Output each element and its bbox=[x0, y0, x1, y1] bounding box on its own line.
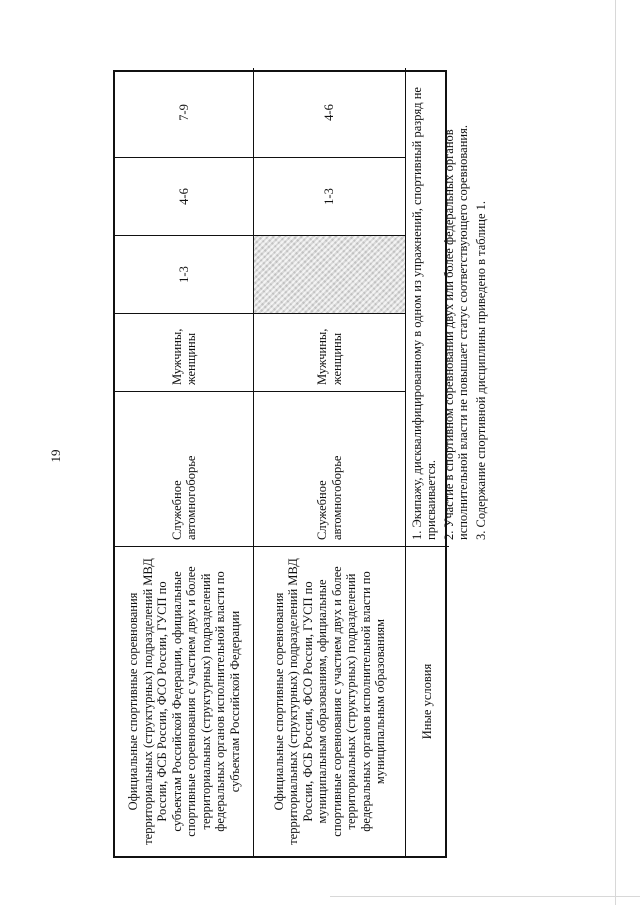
competition-cell-row1: Официальные спортивные соревнования территориальных (структурных) подразделений МВД России, ФСБ России, ФСО России, ГУСП по субъектам Российской Федерации, официальные спортивные соревнования с участием двух и более территориальных (структурных) подразделений федеральных органов исполнительной власти по субъектам Российской Федерации bbox=[115, 546, 254, 856]
place-3-cell-row2: 4-6 bbox=[254, 68, 406, 157]
gender-cell-row2: Мужчины, женщины bbox=[254, 313, 406, 391]
place-1-cell-row2-shaded bbox=[254, 235, 406, 313]
discipline-cell-row2: Служебное автомногоборье bbox=[254, 391, 406, 546]
gender-cell-row1: Мужчины, женщины bbox=[115, 313, 254, 391]
discipline-cell-row1: Служебное автомногоборье bbox=[115, 391, 254, 546]
note-1: 1. Экипажу, дисквалифицированному в одном из упражнений, спортивный разряд не присваивается. bbox=[410, 87, 438, 540]
scan-edge-line bbox=[615, 0, 616, 905]
other-conditions-label: Иные условия bbox=[406, 546, 449, 856]
page-number: 19 bbox=[48, 449, 63, 463]
place-1-cell-row1: 1-3 bbox=[115, 235, 254, 313]
place-3-cell-row1: 7-9 bbox=[115, 68, 254, 157]
note-2: 2. Участие в спортивном соревновании двух или более федеральных органов исполнительной власти не повышает статус соответствующего соревнования. bbox=[442, 125, 470, 540]
classification-table bbox=[113, 70, 488, 858]
scan-edge-line-bottom bbox=[330, 896, 640, 897]
rotated-table-wrapper bbox=[113, 70, 488, 858]
place-2-cell-row2: 1-3 bbox=[254, 157, 406, 235]
competition-cell-row2: Официальные спортивные соревнования территориальных (структурных) подразделений МВД России, ФСБ России, ФСО России, ГУСП по муниципальным образованиям, официальные спортивные соревнования с участием двух и более территориальных (структурных) подразделений федеральных органов исполнительной власти по муниципальным образованиям bbox=[254, 546, 406, 856]
place-2-cell-row1: 4-6 bbox=[115, 157, 254, 235]
other-conditions-notes bbox=[406, 68, 488, 546]
note-3: 3. Содержание спортивной дисциплины приведено в таблице 1. bbox=[474, 200, 488, 540]
